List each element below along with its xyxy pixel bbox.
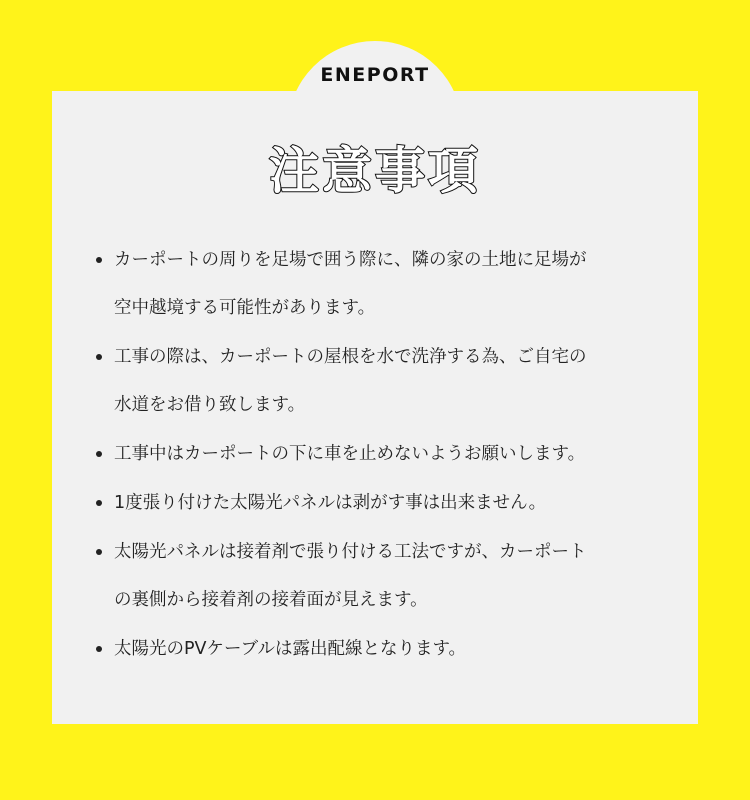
list-item — [92, 625, 682, 673]
note-text: 工事の際は、カーポートの屋根を水で洗浄する為、ご自宅の 水道をお借り致します。 — [114, 347, 587, 415]
bullet-icon — [96, 451, 102, 457]
bullet-icon — [96, 257, 102, 263]
bullet-icon — [96, 354, 102, 360]
brand-logo: ENEPORT — [320, 64, 430, 86]
bullet-icon — [96, 646, 102, 652]
note-text: 太陽光のPVケーブルは露出配線となります。 — [114, 639, 467, 659]
bullet-icon — [96, 500, 102, 506]
list-item — [92, 528, 682, 624]
note-text: 太陽光パネルは接着剤で張り付ける工法ですが、カーポート の裏側から接着剤の接着面が見えます。 — [114, 542, 587, 610]
note-text: 工事中はカーポートの下に車を止めないようお願いします。 — [114, 444, 586, 464]
note-text: 1度張り付けた太陽光パネルは剥がす事は出来ません。 — [114, 493, 547, 513]
page-title: 注意事項 — [269, 142, 481, 200]
list-item — [92, 333, 682, 429]
list-item — [92, 236, 682, 332]
bullet-icon — [96, 549, 102, 555]
notice-panel — [52, 91, 698, 724]
list-item — [92, 479, 682, 527]
notes-list — [92, 236, 682, 674]
list-item — [92, 430, 682, 478]
note-text: カーポートの周りを足場で囲う際に、隣の家の土地に足場が 空中越境する可能性があります。 — [114, 250, 587, 318]
